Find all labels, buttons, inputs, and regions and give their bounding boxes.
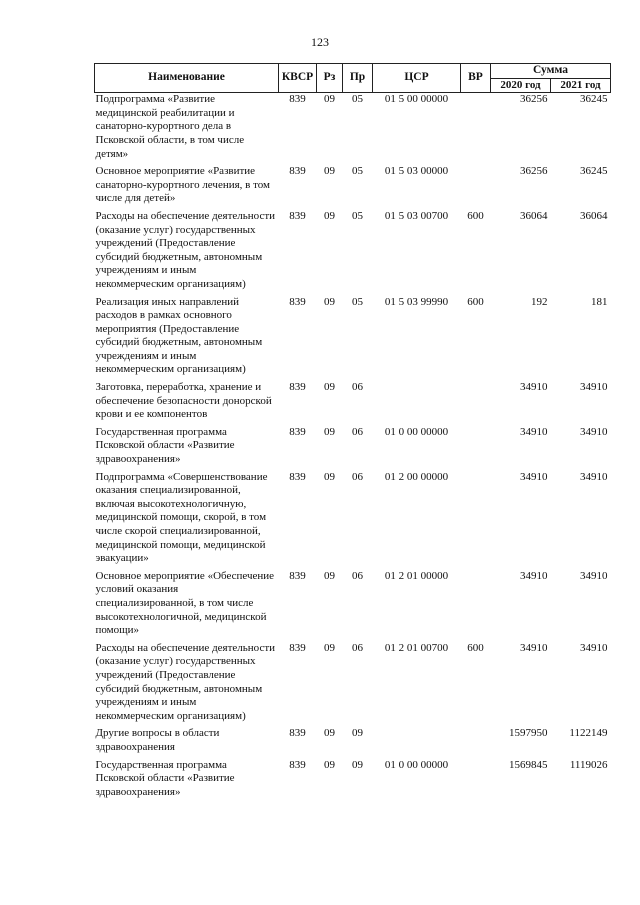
row-rz: 09 [324, 209, 335, 222]
header-year-2021: 2021 год [551, 78, 611, 93]
row-amount-2021: 36064 [580, 209, 608, 222]
row-kvsr: 839 [289, 470, 306, 483]
row-name: Подпрограмма «Развитие медицинской реабилитации и санаторно-курортного дела в Псковской области, в том числе детям» [95, 93, 245, 160]
table-row [95, 570, 611, 642]
row-kvsr: 839 [289, 425, 306, 438]
row-pr: 06 [352, 569, 363, 582]
budget-table [94, 63, 611, 803]
row-amount-2021: 34910 [580, 425, 608, 438]
row-name: Основное мероприятие «Обеспечение условий оказания специализированной, в том числе высокотехнологичной, медицинской помощи» [95, 569, 275, 637]
row-vr [461, 727, 491, 758]
row-kvsr: 839 [289, 295, 306, 308]
row-csr [373, 727, 461, 758]
row-rz: 09 [324, 470, 335, 483]
header-pr: Пр [343, 64, 373, 93]
table-body [95, 93, 611, 804]
header-rz: Рз [317, 64, 343, 93]
header-sum: Сумма [491, 64, 611, 79]
row-rz: 09 [324, 641, 335, 654]
row-csr: 01 0 00 00000 [384, 425, 449, 438]
row-vr [461, 426, 491, 471]
header-vr: ВР [461, 64, 491, 93]
row-rz: 09 [324, 93, 335, 106]
row-csr [373, 381, 461, 426]
row-vr [461, 471, 491, 570]
row-name: Основное мероприятие «Развитие санаторно-курортного лечения, в том числе для детей» [95, 165, 271, 205]
row-kvsr: 839 [289, 93, 306, 106]
table-row [95, 471, 611, 570]
row-csr: 01 5 03 00000 [384, 165, 449, 178]
row-csr: 01 2 01 00700 [384, 641, 449, 654]
row-kvsr: 839 [289, 569, 306, 582]
row-amount-2021: 36245 [580, 165, 608, 178]
row-pr: 05 [352, 295, 363, 308]
row-pr: 06 [352, 641, 363, 654]
row-amount-2020: 36064 [520, 209, 548, 222]
row-vr [461, 381, 491, 426]
row-name: Реализация иных направлений расходов в рамках основного мероприятия (Предоставление субсидий бюджетным, автономным учреждениям и иным некоммерческим организациям) [95, 295, 263, 376]
row-amount-2020: 36256 [520, 93, 548, 106]
row-csr: 01 0 00 00000 [384, 758, 449, 771]
row-csr: 01 5 03 00700 [384, 209, 449, 222]
row-vr: 600 [467, 209, 484, 222]
row-amount-2021: 34910 [580, 641, 608, 654]
row-rz: 09 [324, 165, 335, 178]
table-row [95, 759, 611, 804]
row-rz: 09 [324, 758, 335, 771]
row-amount-2020: 36256 [520, 165, 548, 178]
table-row [95, 296, 611, 382]
row-kvsr: 839 [289, 641, 306, 654]
row-amount-2020: 1569845 [509, 758, 548, 771]
row-vr [461, 570, 491, 642]
row-kvsr: 839 [289, 758, 306, 771]
row-rz: 09 [324, 381, 335, 394]
row-name: Государственная программа Псковской области «Развитие здравоохранения» [95, 758, 235, 798]
row-amount-2021: 1119026 [569, 758, 608, 771]
row-amount-2021: 181 [591, 295, 608, 308]
row-pr: 06 [352, 470, 363, 483]
row-kvsr: 839 [289, 165, 306, 178]
row-csr: 01 2 00 00000 [384, 470, 449, 483]
header-year-2020: 2020 год [491, 78, 551, 93]
row-csr: 01 5 00 00000 [384, 93, 449, 106]
row-amount-2020: 34910 [520, 381, 548, 394]
row-kvsr: 839 [289, 209, 306, 222]
row-pr: 09 [352, 727, 363, 740]
row-pr: 05 [352, 93, 363, 106]
row-amount-2020: 34910 [520, 425, 548, 438]
row-name: Другие вопросы в области здравоохранения [95, 727, 220, 753]
row-pr: 05 [352, 209, 363, 222]
header-csr: ЦСР [373, 64, 461, 93]
row-vr [461, 165, 491, 210]
row-name: Государственная программа Псковской области «Развитие здравоохранения» [95, 425, 235, 466]
row-amount-2020: 192 [531, 295, 548, 308]
row-amount-2021: 1122149 [569, 727, 608, 740]
row-vr: 600 [467, 641, 484, 654]
row-pr: 05 [352, 165, 363, 178]
row-amount-2021: 34910 [580, 381, 608, 394]
row-rz: 09 [324, 425, 335, 438]
row-amount-2020: 34910 [520, 569, 548, 582]
row-kvsr: 839 [289, 727, 306, 740]
header-kvsr: КВСР [279, 64, 317, 93]
table-row [95, 93, 611, 165]
row-vr [461, 93, 491, 165]
row-name: Расходы на обеспечение деятельности (оказание услуг) государственных учреждений (Предоставление субсидий бюджетным, автономным учреждениям и иным некоммерческим организациям) [95, 641, 276, 722]
table-row [95, 210, 611, 296]
row-amount-2020: 34910 [520, 470, 548, 483]
row-kvsr: 839 [289, 381, 306, 394]
row-pr: 06 [352, 381, 363, 394]
row-amount-2020: 34910 [520, 641, 548, 654]
row-amount-2021: 34910 [580, 470, 608, 483]
table-row [95, 642, 611, 728]
row-rz: 09 [324, 727, 335, 740]
row-vr [461, 759, 491, 804]
row-amount-2021: 36245 [580, 93, 608, 106]
row-csr: 01 2 01 00000 [384, 569, 449, 582]
row-amount-2021: 34910 [580, 569, 608, 582]
row-pr: 09 [352, 758, 363, 771]
page-number: 123 [311, 35, 329, 49]
table-row [95, 426, 611, 471]
table-row [95, 165, 611, 210]
row-rz: 09 [324, 569, 335, 582]
row-vr: 600 [467, 295, 484, 308]
row-name: Заготовка, переработка, хранение и обеспечение безопасности донорской крови и ее компонентов [95, 381, 272, 421]
header-name: Наименование [95, 64, 279, 93]
table-row [95, 381, 611, 426]
row-name: Расходы на обеспечение деятельности (оказание услуг) государственных учреждений (Предоставление субсидий бюджетным, автономным учреждениям и иным некоммерческим организациям) [95, 209, 276, 290]
row-rz: 09 [324, 295, 335, 308]
row-amount-2020: 1597950 [509, 727, 548, 740]
row-csr: 01 5 03 99990 [384, 295, 449, 308]
table-row [95, 727, 611, 758]
row-name: Подпрограмма «Совершенствование оказания специализированной, включая высокотехнологичную, медицинской помощи, скорой, в том числе скорой специализированной, медицинской помощи, медицинской эвакуации» [95, 470, 268, 565]
row-pr: 06 [352, 425, 363, 438]
